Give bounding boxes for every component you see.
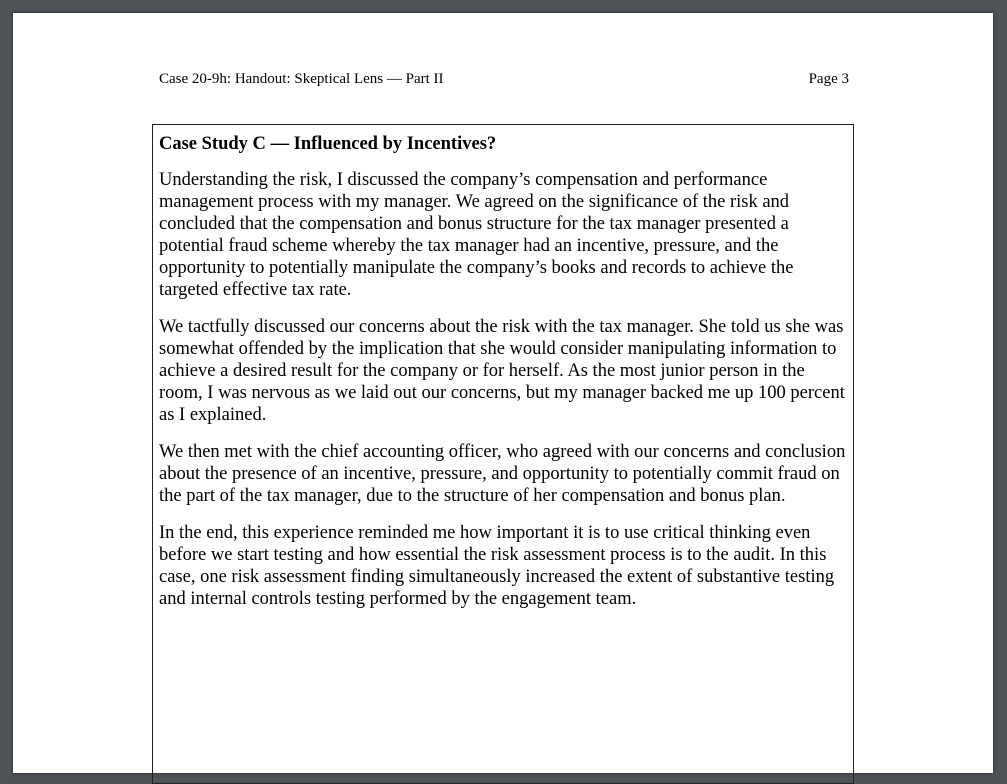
case-study-box [152,124,854,784]
document-page [13,13,993,773]
paragraph-3: We then met with the chief accounting officer, who agreed with our concerns and conclusion about the presence of an incentive, pressure, and opportunity to potentially commit fraud on the part of the tax manager, due to the structure of her compensation and bonus plan. [159,442,846,506]
paragraph-2: We tactfully discussed our concerns about the risk with the tax manager. She told us she was somewhat offended by the implication that she would consider manipulating information to achieve a desired result for the company or for herself. As the most junior person in the room, I was nervous as we laid out our concerns, but my manager backed me up 100 percent as I explained. [159,317,845,425]
paragraph-1: Understanding the risk, I discussed the company’s compensation and performance management process with my manager. We agreed on the significance of the risk and concluded that the compensation and bonus structure for the tax manager presented a potential fraud scheme whereby the tax manager had an incentive, pressure, and the opportunity to potentially manipulate the company’s books and records to achieve the targeted effective tax rate. [159,170,794,300]
page-number: Page 3 [808,71,849,87]
case-study-title: Case Study C — Influenced by Incentives? [159,134,497,154]
header-title: Case 20-9h: Handout: Skeptical Lens — Part II [159,71,444,87]
paragraph-4: In the end, this experience reminded me how important it is to use critical thinking even before we start testing and how essential the risk assessment process is to the audit. In this case, one risk assessment finding simultaneously increased the extent of substantive testing and internal controls testing performed by the engagement team. [159,523,835,609]
